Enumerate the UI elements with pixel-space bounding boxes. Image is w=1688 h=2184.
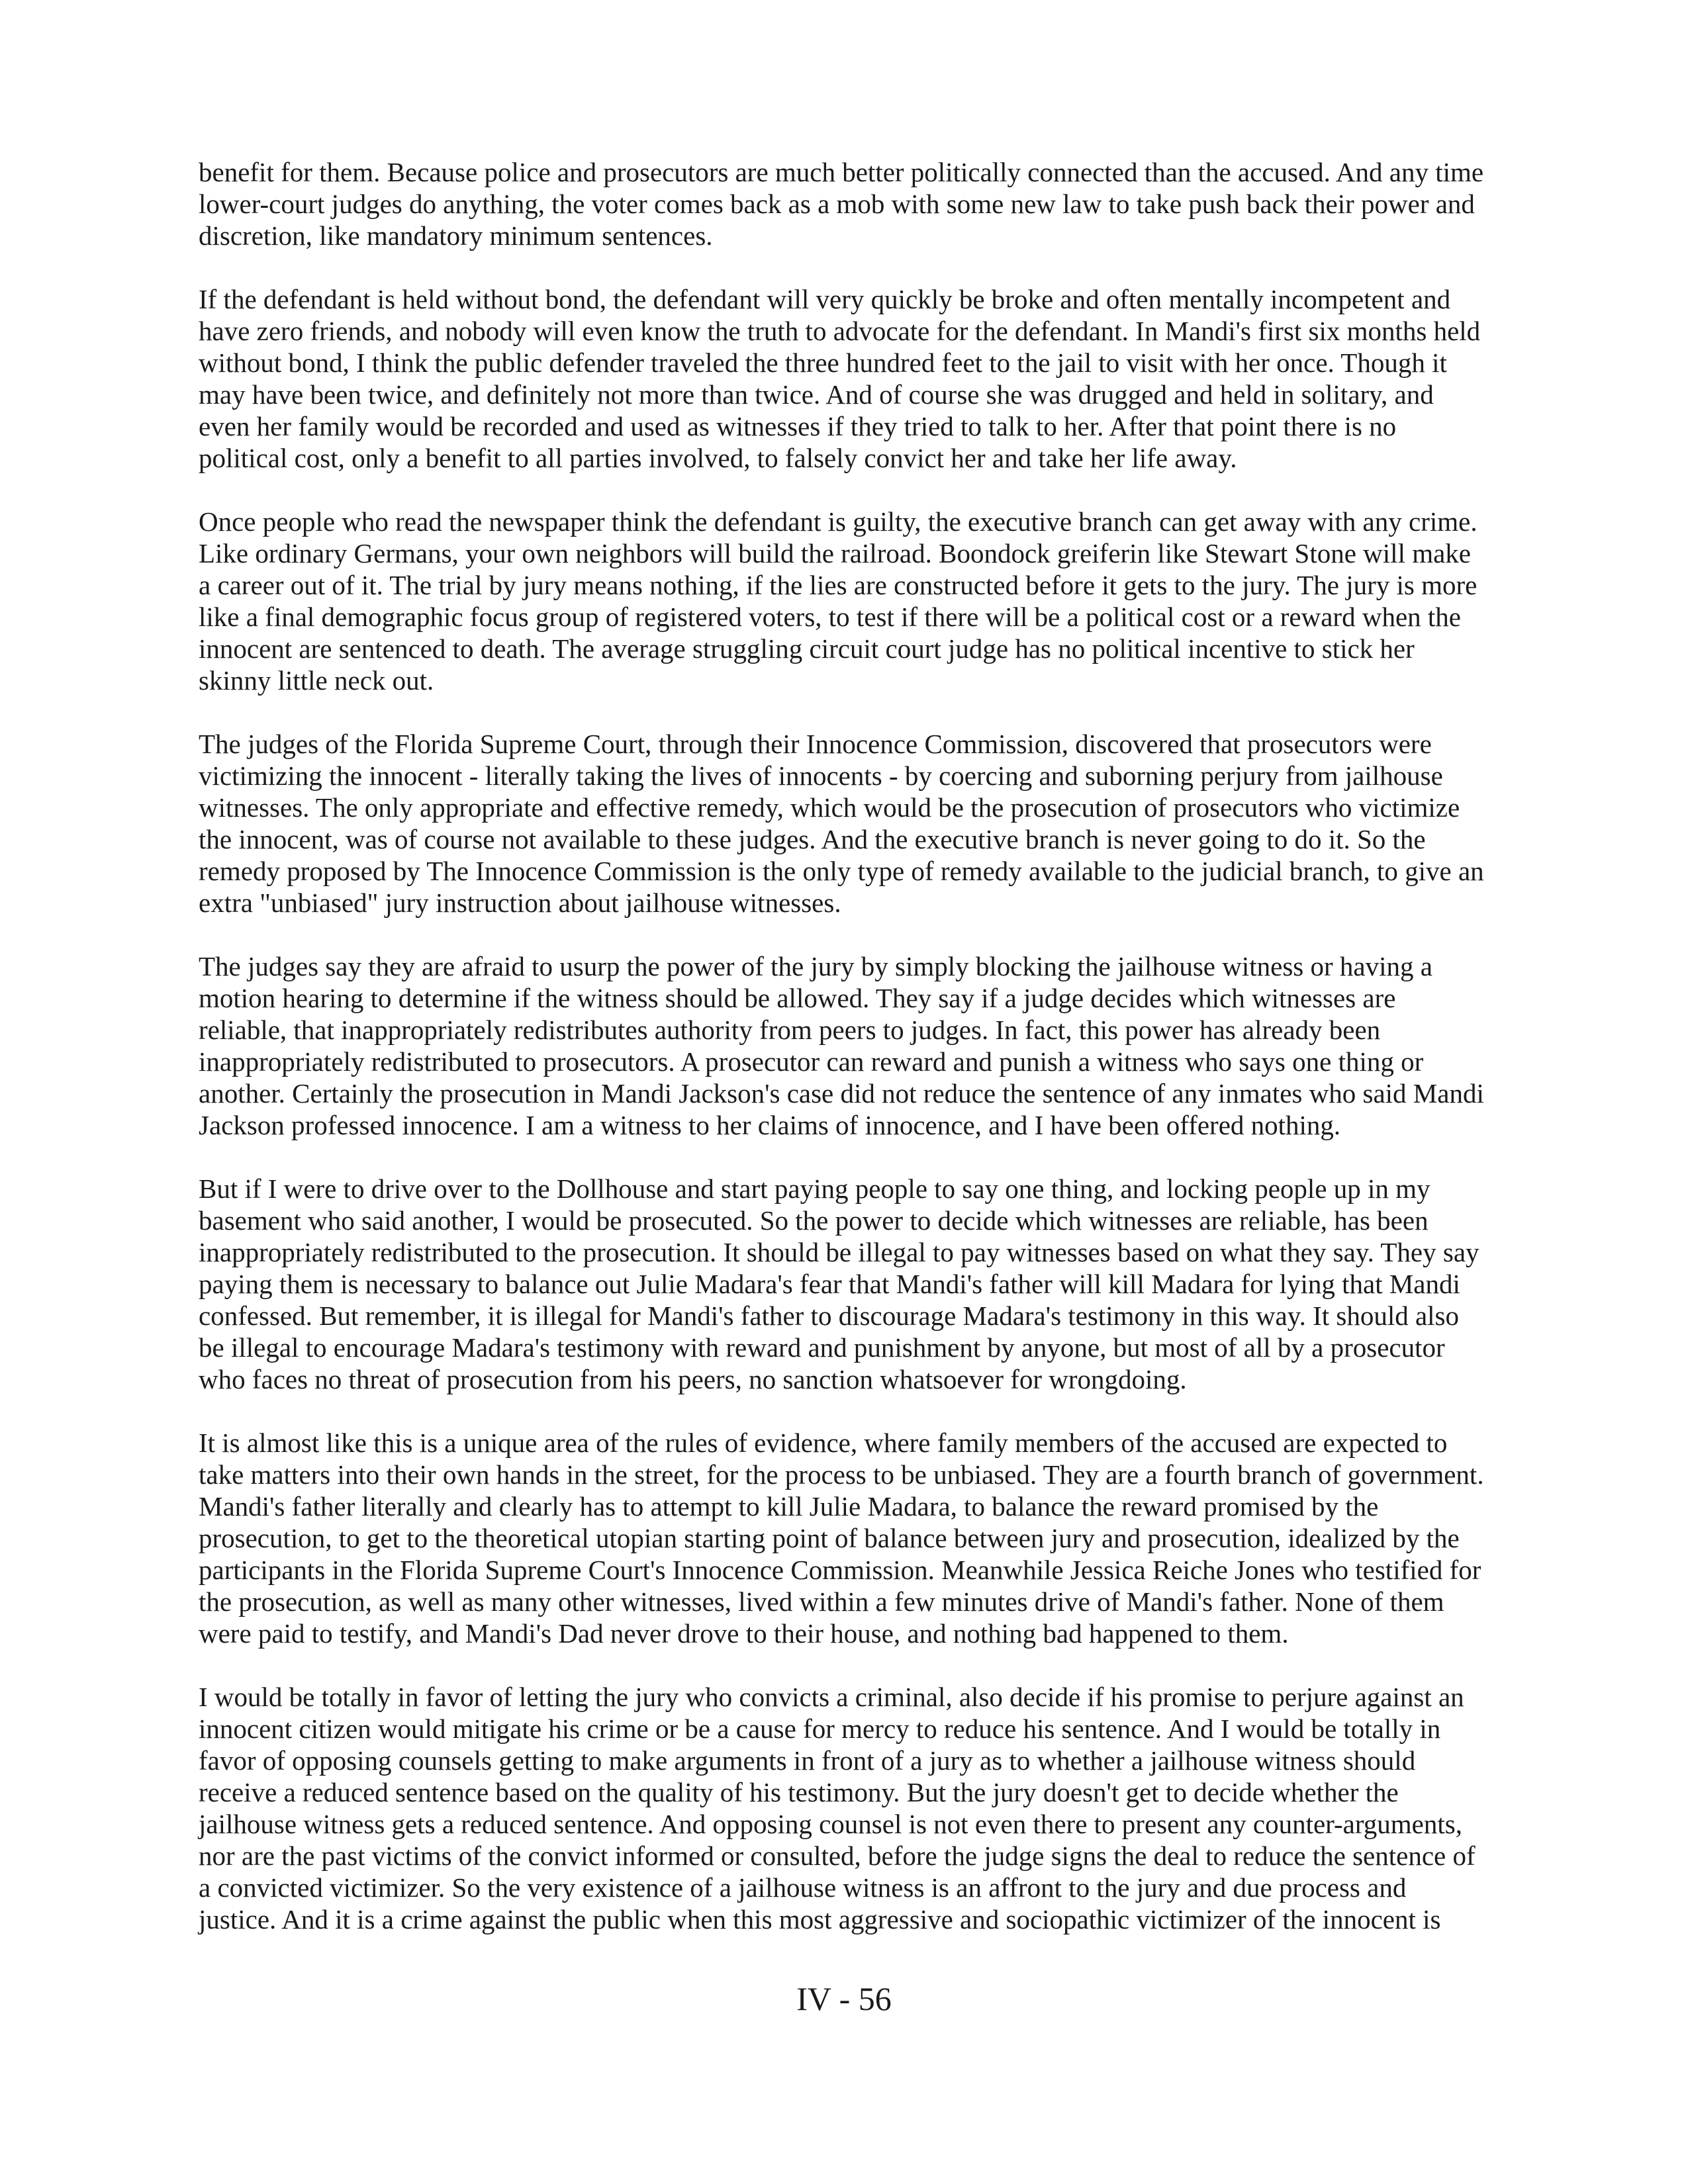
paragraph-2: If the defendant is held without bond, the defendant will very quickly be broke and often mentally incompetent and have zero friends, and nobody will even know the truth to advocate for the defendant. In Mandi's first six months held without bond, I think the public defender traveled the three hundred feet to the jail to visit with her once. Though it may have been twice, and definitely not more than twice. And of course she was drugged and held in solitary, and even her family would be recorded and used as witnesses if they tried to talk to her. After that point there is no political cost, only a benefit to all parties involved, to falsely convict her and take her life away. [199, 284, 1481, 473]
paragraph-4: The judges of the Florida Supreme Court, through their Innocence Commission, discovered that prosecutors were victimizing the innocent - literally taking the lives of innocents - by coercing and suborning perjury from jailhouse witnesses. The only appropriate and effective remedy, which would be the prosecution of prosecutors who victimize the innocent, was of course not available to these judges. And the executive branch is never going to do it. So the remedy proposed by The Innocence Commission is the only type of remedy available to the judicial branch, to give an extra "unbiased" jury instruction about jailhouse witnesses. [199, 729, 1484, 918]
paragraph-3: Once people who read the newspaper think the defendant is guilty, the executive branch can get away with any crime. Like ordinary Germans, your own neighbors will build the railroad. Boondock greiferin like Stewart Stone will make a career out of it. The trial by jury means nothing, if the lies are constructed before it gets to the jury. The jury is more like a final demographic focus group of registered voters, to test if there will be a political cost or a reward when the innocent are sentenced to death. The average struggling circuit court judge has no political incentive to stick her skinny little neck out. [199, 506, 1477, 696]
paragraph-7: It is almost like this is a unique area of the rules of evidence, where family members of the accused are expected to take matters into their own hands in the street, for the process to be unbiased. They are a fourth branch of government. Mandi's father literally and clearly has to attempt to kill Julie Madara, to balance the reward promised by the prosecution, to get to the theoretical utopian starting point of balance between jury and prosecution, idealized by the participants in the Florida Supreme Court's Innocence Commission. Meanwhile Jessica Reiche Jones who testified for the prosecution, as well as many other witnesses, lived within a few minutes drive of Mandi's father. None of them were paid to testify, and Mandi's Dad never drove to their house, and nothing bad happened to them. [199, 1428, 1484, 1649]
body-text [199, 156, 1485, 1935]
page-number: IV - 56 [796, 1980, 892, 2017]
paragraph-6: But if I were to drive over to the Dollhouse and start paying people to say one thing, and locking people up in my basement who said another, I would be prosecuted. So the power to decide which witnesses are reliable, has been inappropriately redistributed to the prosecution. It should be illegal to pay witnesses based on what they say. They say paying them is necessary to balance out Julie Madara's fear that Mandi's father will kill Madara for lying that Mandi confessed. But remember, it is illegal for Mandi's father to discourage Madara's testimony in this way. It should also be illegal to encourage Madara's testimony with reward and punishment by anyone, but most of all by a prosecutor who faces no threat of prosecution from his peers, no sanction whatsoever for wrongdoing. [199, 1173, 1479, 1394]
paragraph-1: benefit for them. Because police and prosecutors are much better politically connected than the accused. And any time lower-court judges do anything, the voter comes back as a mob with some new law to take push back their power and discretion, like mandatory minimum sentences. [199, 157, 1484, 251]
paragraph-8: I would be totally in favor of letting the jury who convicts a criminal, also decide if his promise to perjure against an innocent citizen would mitigate his crime or be a cause for mercy to reduce his sentence. And I would be totally in favor of opposing counsels getting to make arguments in front of a jury as to whether a jailhouse witness should receive a reduced sentence based on the quality of his testimony. But the jury doesn't get to decide whether the jailhouse witness gets a reduced sentence. And opposing counsel is not even there to present any counter-arguments, nor are the past victims of the convict informed or consulted, before the judge signs the deal to reduce the sentence of a convicted victimizer. So the very existence of a jailhouse witness is an affront to the jury and due process and justice. And it is a crime against the public when this most aggressive and sociopathic victimizer of the innocent is [199, 1682, 1476, 1934]
paragraph-5: The judges say they are afraid to usurp the power of the jury by simply blocking the jailhouse witness or having a motion hearing to determine if the witness should be allowed. They say if a judge decides which witnesses are reliable, that inappropriately redistributes authority from peers to judges. In fact, this power has already been inappropriately redistributed to prosecutors. A prosecutor can reward and punish a witness who says one thing or another. Certainly the prosecution in Mandi Jackson's case did not reduce the sentence of any inmates who said Mandi Jackson professed innocence. I am a witness to her claims of innocence, and I have been offered nothing. [199, 951, 1484, 1140]
